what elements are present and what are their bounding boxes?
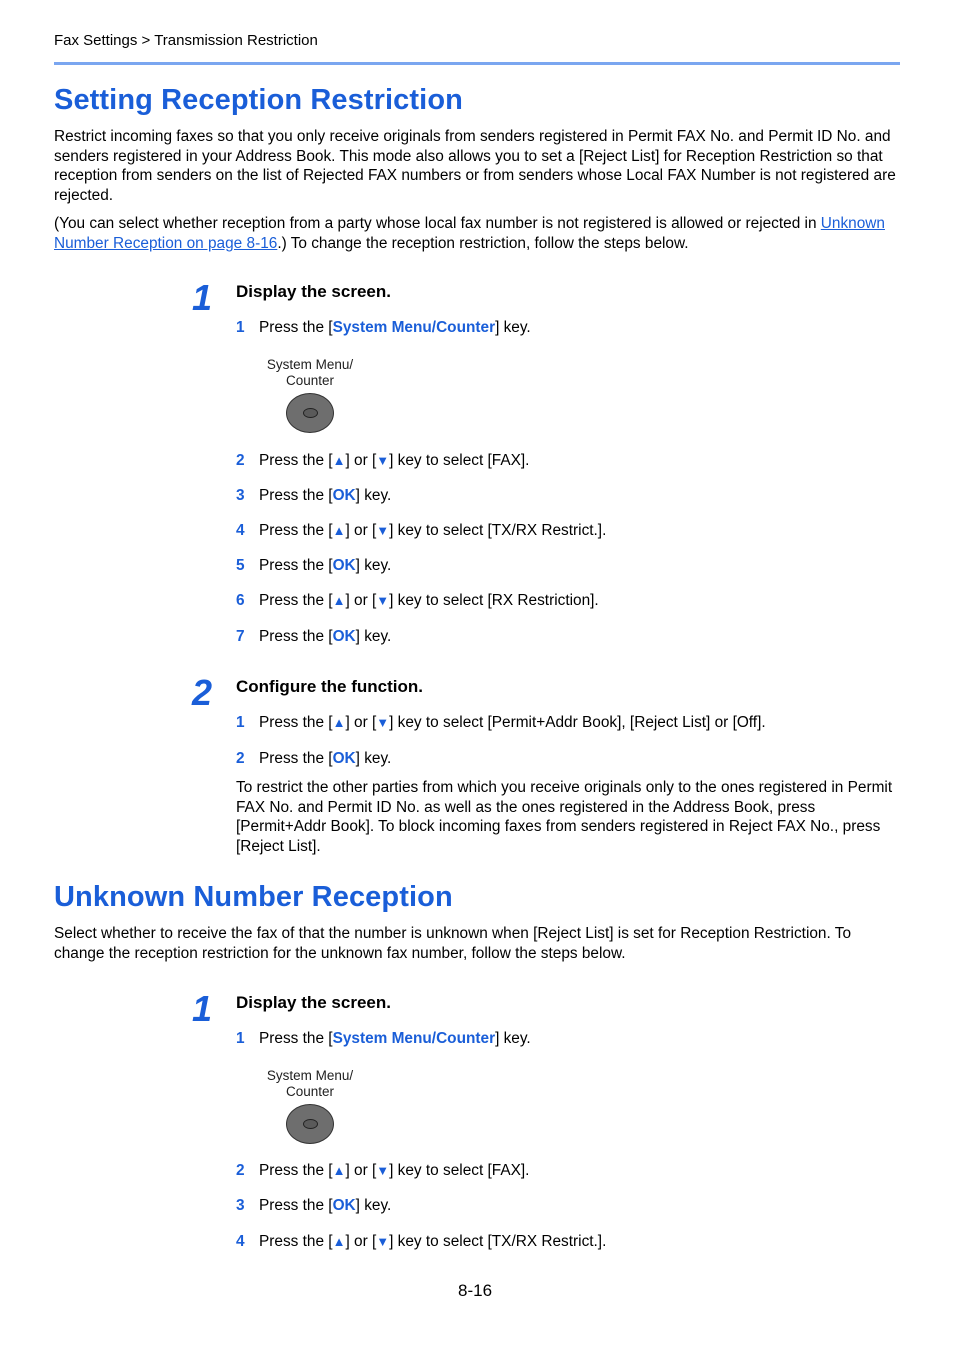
system-menu-key-icon <box>286 1104 334 1144</box>
down-arrow-icon: ▼ <box>376 715 390 730</box>
substep-number: 1 <box>236 319 245 336</box>
substep: 2 Press the [OK] key. <box>236 750 392 767</box>
ok-key-name: OK <box>332 557 356 574</box>
up-arrow-icon: ▲ <box>332 453 346 468</box>
step-heading: Display the screen. <box>236 282 391 301</box>
step-note: To restrict the other parties from which you receive originals only to the ones registered in Permit FAX No. and Permit ID No. as well as the ones registered in the Address Book, press [Permit+Addr Book]. To block incoming faxes from senders registered in Reject FAX No., press [Reject List]. <box>236 779 893 855</box>
page-number: 8-16 <box>458 1281 493 1300</box>
system-menu-key-name: System Menu/Counter <box>332 1030 496 1047</box>
key-led-icon <box>303 408 318 418</box>
key-led-icon <box>303 1119 318 1129</box>
ok-key-name: OK <box>332 487 356 504</box>
substep: 3 Press the [OK] key. <box>236 487 392 504</box>
unknown-number-reception-link[interactable]: Unknown Number Reception on page 8-16 <box>54 215 885 252</box>
step-number: 1 <box>192 277 213 318</box>
substep: 1 Press the [▲] or [▼] key to select [Permit+Addr Book], [Reject List] or [Off]. <box>236 714 766 731</box>
ok-key-name: OK <box>332 628 356 645</box>
up-arrow-icon: ▲ <box>332 523 346 538</box>
down-arrow-icon: ▼ <box>376 453 390 468</box>
substep: 2 Press the [▲] or [▼] key to select [FAX]. <box>236 1162 530 1179</box>
para2-text-pre: (You can select whether reception from a party whose local fax number is not registered is allowed or rejected in <box>54 215 821 232</box>
system-menu-counter-key-figure <box>258 357 368 437</box>
system-menu-key-icon <box>286 393 334 433</box>
ok-key-name: OK <box>332 1197 356 1214</box>
section-title-reception-restriction: Setting Reception Restriction <box>54 84 463 116</box>
down-arrow-icon: ▼ <box>376 523 390 538</box>
system-menu-key-name: System Menu/Counter <box>332 319 496 336</box>
down-arrow-icon: ▼ <box>376 1234 390 1249</box>
up-arrow-icon: ▲ <box>332 1163 346 1178</box>
breadcrumb: Fax Settings > Transmission Restriction <box>54 32 318 49</box>
step-number: 2 <box>192 672 213 713</box>
substep: 7 Press the [OK] key. <box>236 628 392 645</box>
down-arrow-icon: ▼ <box>376 593 390 608</box>
up-arrow-icon: ▲ <box>332 593 346 608</box>
substep: 1 Press the [System Menu/Counter] key. <box>236 1030 531 1047</box>
substep: 6 Press the [▲] or [▼] key to select [RX Restriction]. <box>236 592 599 609</box>
key-label: System Menu/ Counter <box>266 1068 354 1099</box>
substep: 1 Press the [System Menu/Counter] key. <box>236 319 531 336</box>
substep: 4 Press the [▲] or [▼] key to select [TX/RX Restrict.]. <box>236 1233 607 1250</box>
system-menu-counter-key-figure <box>258 1068 368 1148</box>
section-title-unknown-number: Unknown Number Reception <box>54 881 453 913</box>
header-rule <box>54 62 900 65</box>
para2-text-post: .) To change the reception restriction, follow the steps below. <box>277 234 689 252</box>
down-arrow-icon: ▼ <box>376 1163 390 1178</box>
ok-key-name: OK <box>332 750 356 767</box>
section2-intro: Select whether to receive the fax of that the number is unknown when [Reject List] is set for Reception Restriction. To change the reception restriction for the unknown fax number, follow the steps below. <box>54 925 852 962</box>
substep: 3 Press the [OK] key. <box>236 1197 392 1214</box>
substep: 2 Press the [▲] or [▼] key to select [FAX]. <box>236 452 530 469</box>
intro-paragraph-2 <box>54 214 904 253</box>
up-arrow-icon: ▲ <box>332 1234 346 1249</box>
step-number: 1 <box>192 988 213 1029</box>
substep: 4 Press the [▲] or [▼] key to select [TX/RX Restrict.]. <box>236 522 607 539</box>
up-arrow-icon: ▲ <box>332 715 346 730</box>
substep: 5 Press the [OK] key. <box>236 557 392 574</box>
key-label: System Menu/ Counter <box>266 357 354 388</box>
step-heading: Display the screen. <box>236 993 391 1012</box>
intro-paragraph: Restrict incoming faxes so that you only receive originals from senders registered in Permit FAX No. and Permit ID No. and senders registered in your Address Book. This mode also allows you to set a [Reject List] for Reception Restriction so that reception from senders on the list of Rejected FAX numbers or from senders whose Local FAX Number is not registered are rejected. <box>54 128 896 204</box>
step-heading: Configure the function. <box>236 677 423 696</box>
